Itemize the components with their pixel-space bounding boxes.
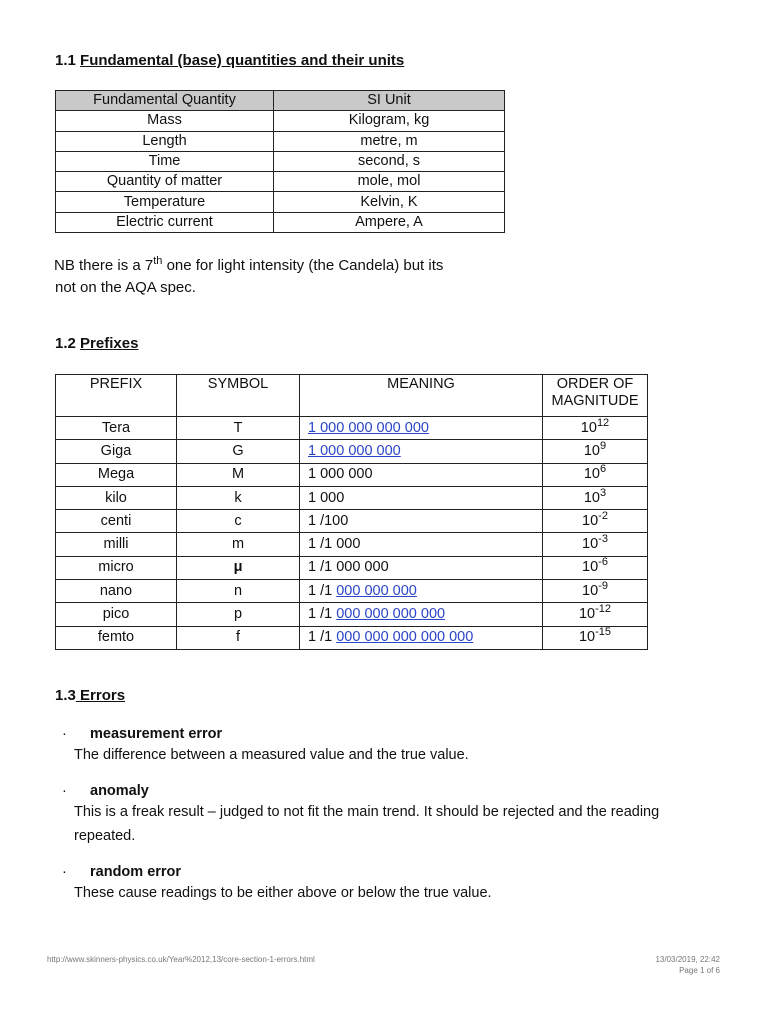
base-quantities-table xyxy=(55,90,505,233)
symbol-cell: k xyxy=(177,486,300,509)
meaning-text: 1 /1 000 xyxy=(308,536,361,553)
meaning-text: 1 /1 000 000 xyxy=(308,559,389,576)
meaning-text: 1 /100 xyxy=(308,512,349,529)
symbol-cell: m xyxy=(177,533,300,556)
meaning-link[interactable]: 000 000 000 000 000 xyxy=(336,629,474,646)
meaning-cell xyxy=(300,556,543,579)
meaning-link[interactable]: 000 000 000 000 xyxy=(336,606,446,623)
column-header: PREFIX xyxy=(56,375,177,417)
power-exponent: 6 xyxy=(600,463,607,476)
footer-page-number: Page 1 of 6 xyxy=(679,966,720,975)
table-row xyxy=(56,556,648,579)
table-row xyxy=(56,172,505,192)
power-exponent: 12 xyxy=(596,416,610,429)
column-header: MEANING xyxy=(300,375,543,417)
prefix-cell: Mega xyxy=(56,463,177,486)
prefix-cell: femto xyxy=(56,626,177,649)
prefix-cell: micro xyxy=(56,556,177,579)
power-base: 10 xyxy=(578,606,596,623)
power-base: 10 xyxy=(580,419,597,436)
meaning-cell xyxy=(300,580,543,603)
meaning-cell xyxy=(300,603,543,626)
table-row xyxy=(56,131,505,151)
table-row xyxy=(56,510,648,533)
table-row xyxy=(56,212,505,232)
header-line: ORDER OF xyxy=(556,376,634,392)
error-description: This is a freak result – judged to not fit the main trend. It should be rejected and the reading repeated. xyxy=(74,804,660,844)
meaning-link[interactable]: 000 000 000 xyxy=(336,582,417,599)
symbol-cell: M xyxy=(177,463,300,486)
unit-cell: Kelvin, K xyxy=(274,192,505,212)
power-base: 10 xyxy=(582,536,599,553)
section-number: 1.2 xyxy=(55,335,76,352)
power-exponent: 3 xyxy=(600,486,607,499)
quantity-cell: Mass xyxy=(56,111,274,131)
power-base: 10 xyxy=(583,442,600,459)
symbol-cell: T xyxy=(177,417,300,440)
order-of-magnitude-cell xyxy=(543,463,648,486)
table-row xyxy=(56,463,648,486)
meaning-text: 1 000 000 xyxy=(308,466,373,483)
meaning-link[interactable]: 1 000 000 000 xyxy=(308,442,401,459)
quantity-cell: Length xyxy=(56,131,274,151)
header-line: MAGNITUDE xyxy=(551,393,639,409)
power-exponent: -6 xyxy=(598,556,608,569)
power-exponent: -12 xyxy=(595,603,612,616)
meaning-text: 1 /1 xyxy=(308,582,337,599)
table-row xyxy=(56,192,505,212)
error-term: random error xyxy=(90,864,182,880)
table-row xyxy=(56,440,648,463)
error-description: The difference between a measured value and the true value. xyxy=(74,747,469,763)
prefix-cell: nano xyxy=(56,580,177,603)
note-line-2: not on the AQA spec. xyxy=(55,279,196,296)
table-row xyxy=(56,151,505,171)
table-row xyxy=(56,603,648,626)
power-base: 10 xyxy=(578,629,596,646)
candela-note xyxy=(54,255,443,299)
section-1-3-heading xyxy=(55,687,125,704)
footer-datetime: 13/03/2019, 22:42 xyxy=(655,955,720,964)
power-base: 10 xyxy=(583,489,600,506)
column-header: SI Unit xyxy=(274,91,505,111)
order-of-magnitude-cell xyxy=(543,486,648,509)
power-base: 10 xyxy=(582,559,599,576)
order-of-magnitude-cell xyxy=(543,580,648,603)
order-of-magnitude-cell xyxy=(543,510,648,533)
symbol-cell: f xyxy=(177,626,300,649)
symbol-cell: G xyxy=(177,440,300,463)
column-header: SYMBOL xyxy=(177,375,300,417)
symbol-cell: n xyxy=(177,580,300,603)
footer-meta xyxy=(655,954,720,976)
meaning-cell xyxy=(300,486,543,509)
order-of-magnitude-cell xyxy=(543,626,648,649)
prefix-cell: centi xyxy=(56,510,177,533)
section-number: 1.1 xyxy=(55,52,76,69)
unit-cell: Ampere, A xyxy=(274,212,505,232)
section-title: Prefixes xyxy=(80,335,139,352)
symbol-cell: μ xyxy=(177,556,300,579)
error-term: anomaly xyxy=(90,783,149,799)
note-text: one for light intensity (the Candela) but its xyxy=(162,257,444,274)
power-exponent: -9 xyxy=(598,579,608,592)
column-header xyxy=(543,375,648,417)
table-row xyxy=(56,533,648,556)
footer-url: http://www.skinners-physics.co.uk/Year%2012,13/core-section-1-errors.html xyxy=(47,955,315,964)
order-of-magnitude-cell xyxy=(543,533,648,556)
power-base: 10 xyxy=(583,466,600,483)
unit-cell: second, s xyxy=(274,151,505,171)
note-superscript: th xyxy=(153,255,163,267)
order-of-magnitude-cell xyxy=(543,556,648,579)
order-of-magnitude-cell xyxy=(543,440,648,463)
power-base: 10 xyxy=(582,582,599,599)
bullet: · xyxy=(62,726,67,742)
section-title: Errors xyxy=(80,687,126,704)
section-number: 1.3 xyxy=(55,687,76,704)
power-base: 10 xyxy=(582,512,599,529)
section-1-1-heading xyxy=(55,52,404,69)
meaning-cell xyxy=(300,440,543,463)
section-title: Fundamental (base) quantities and their units xyxy=(80,52,405,69)
meaning-text: 1 /1 xyxy=(308,629,337,646)
order-of-magnitude-cell xyxy=(543,603,648,626)
quantity-cell: Time xyxy=(56,151,274,171)
meaning-cell xyxy=(300,417,543,440)
power-exponent: -2 xyxy=(598,509,608,522)
unit-cell: metre, m xyxy=(274,131,505,151)
symbol-cell: p xyxy=(177,603,300,626)
meaning-cell xyxy=(300,626,543,649)
symbol-cell: c xyxy=(177,510,300,533)
prefix-cell: Tera xyxy=(56,417,177,440)
power-exponent: -15 xyxy=(595,626,612,639)
unit-cell: mole, mol xyxy=(274,172,505,192)
meaning-cell xyxy=(300,463,543,486)
quantity-cell: Quantity of matter xyxy=(56,172,274,192)
meaning-link[interactable]: 1 000 000 000 000 xyxy=(308,419,429,436)
meaning-cell xyxy=(300,510,543,533)
error-term: measurement error xyxy=(90,726,223,742)
section-1-2-heading xyxy=(55,335,138,352)
table-row xyxy=(56,111,505,131)
column-header: Fundamental Quantity xyxy=(56,91,274,111)
power-exponent: 9 xyxy=(600,439,607,452)
bullet: · xyxy=(62,783,67,799)
table-row xyxy=(56,486,648,509)
quantity-cell: Electric current xyxy=(56,212,274,232)
table-row xyxy=(56,580,648,603)
prefix-cell: milli xyxy=(56,533,177,556)
bullet: · xyxy=(62,864,67,880)
prefix-cell: kilo xyxy=(56,486,177,509)
power-exponent: -3 xyxy=(598,533,608,546)
meaning-cell xyxy=(300,533,543,556)
order-of-magnitude-cell xyxy=(543,417,648,440)
table-header-row xyxy=(56,375,648,417)
table-row xyxy=(56,626,648,649)
quantity-cell: Temperature xyxy=(56,192,274,212)
meaning-text: 1 /1 xyxy=(308,606,337,623)
unit-cell: Kilogram, kg xyxy=(274,111,505,131)
prefix-cell: pico xyxy=(56,603,177,626)
table-header-row xyxy=(56,91,505,111)
note-text: NB there is a 7 xyxy=(54,257,154,274)
table-row xyxy=(56,417,648,440)
prefix-cell: Giga xyxy=(56,440,177,463)
prefixes-table xyxy=(55,374,648,650)
meaning-text: 1 000 xyxy=(308,489,345,506)
error-description: These cause readings to be either above or below the true value. xyxy=(74,885,492,901)
